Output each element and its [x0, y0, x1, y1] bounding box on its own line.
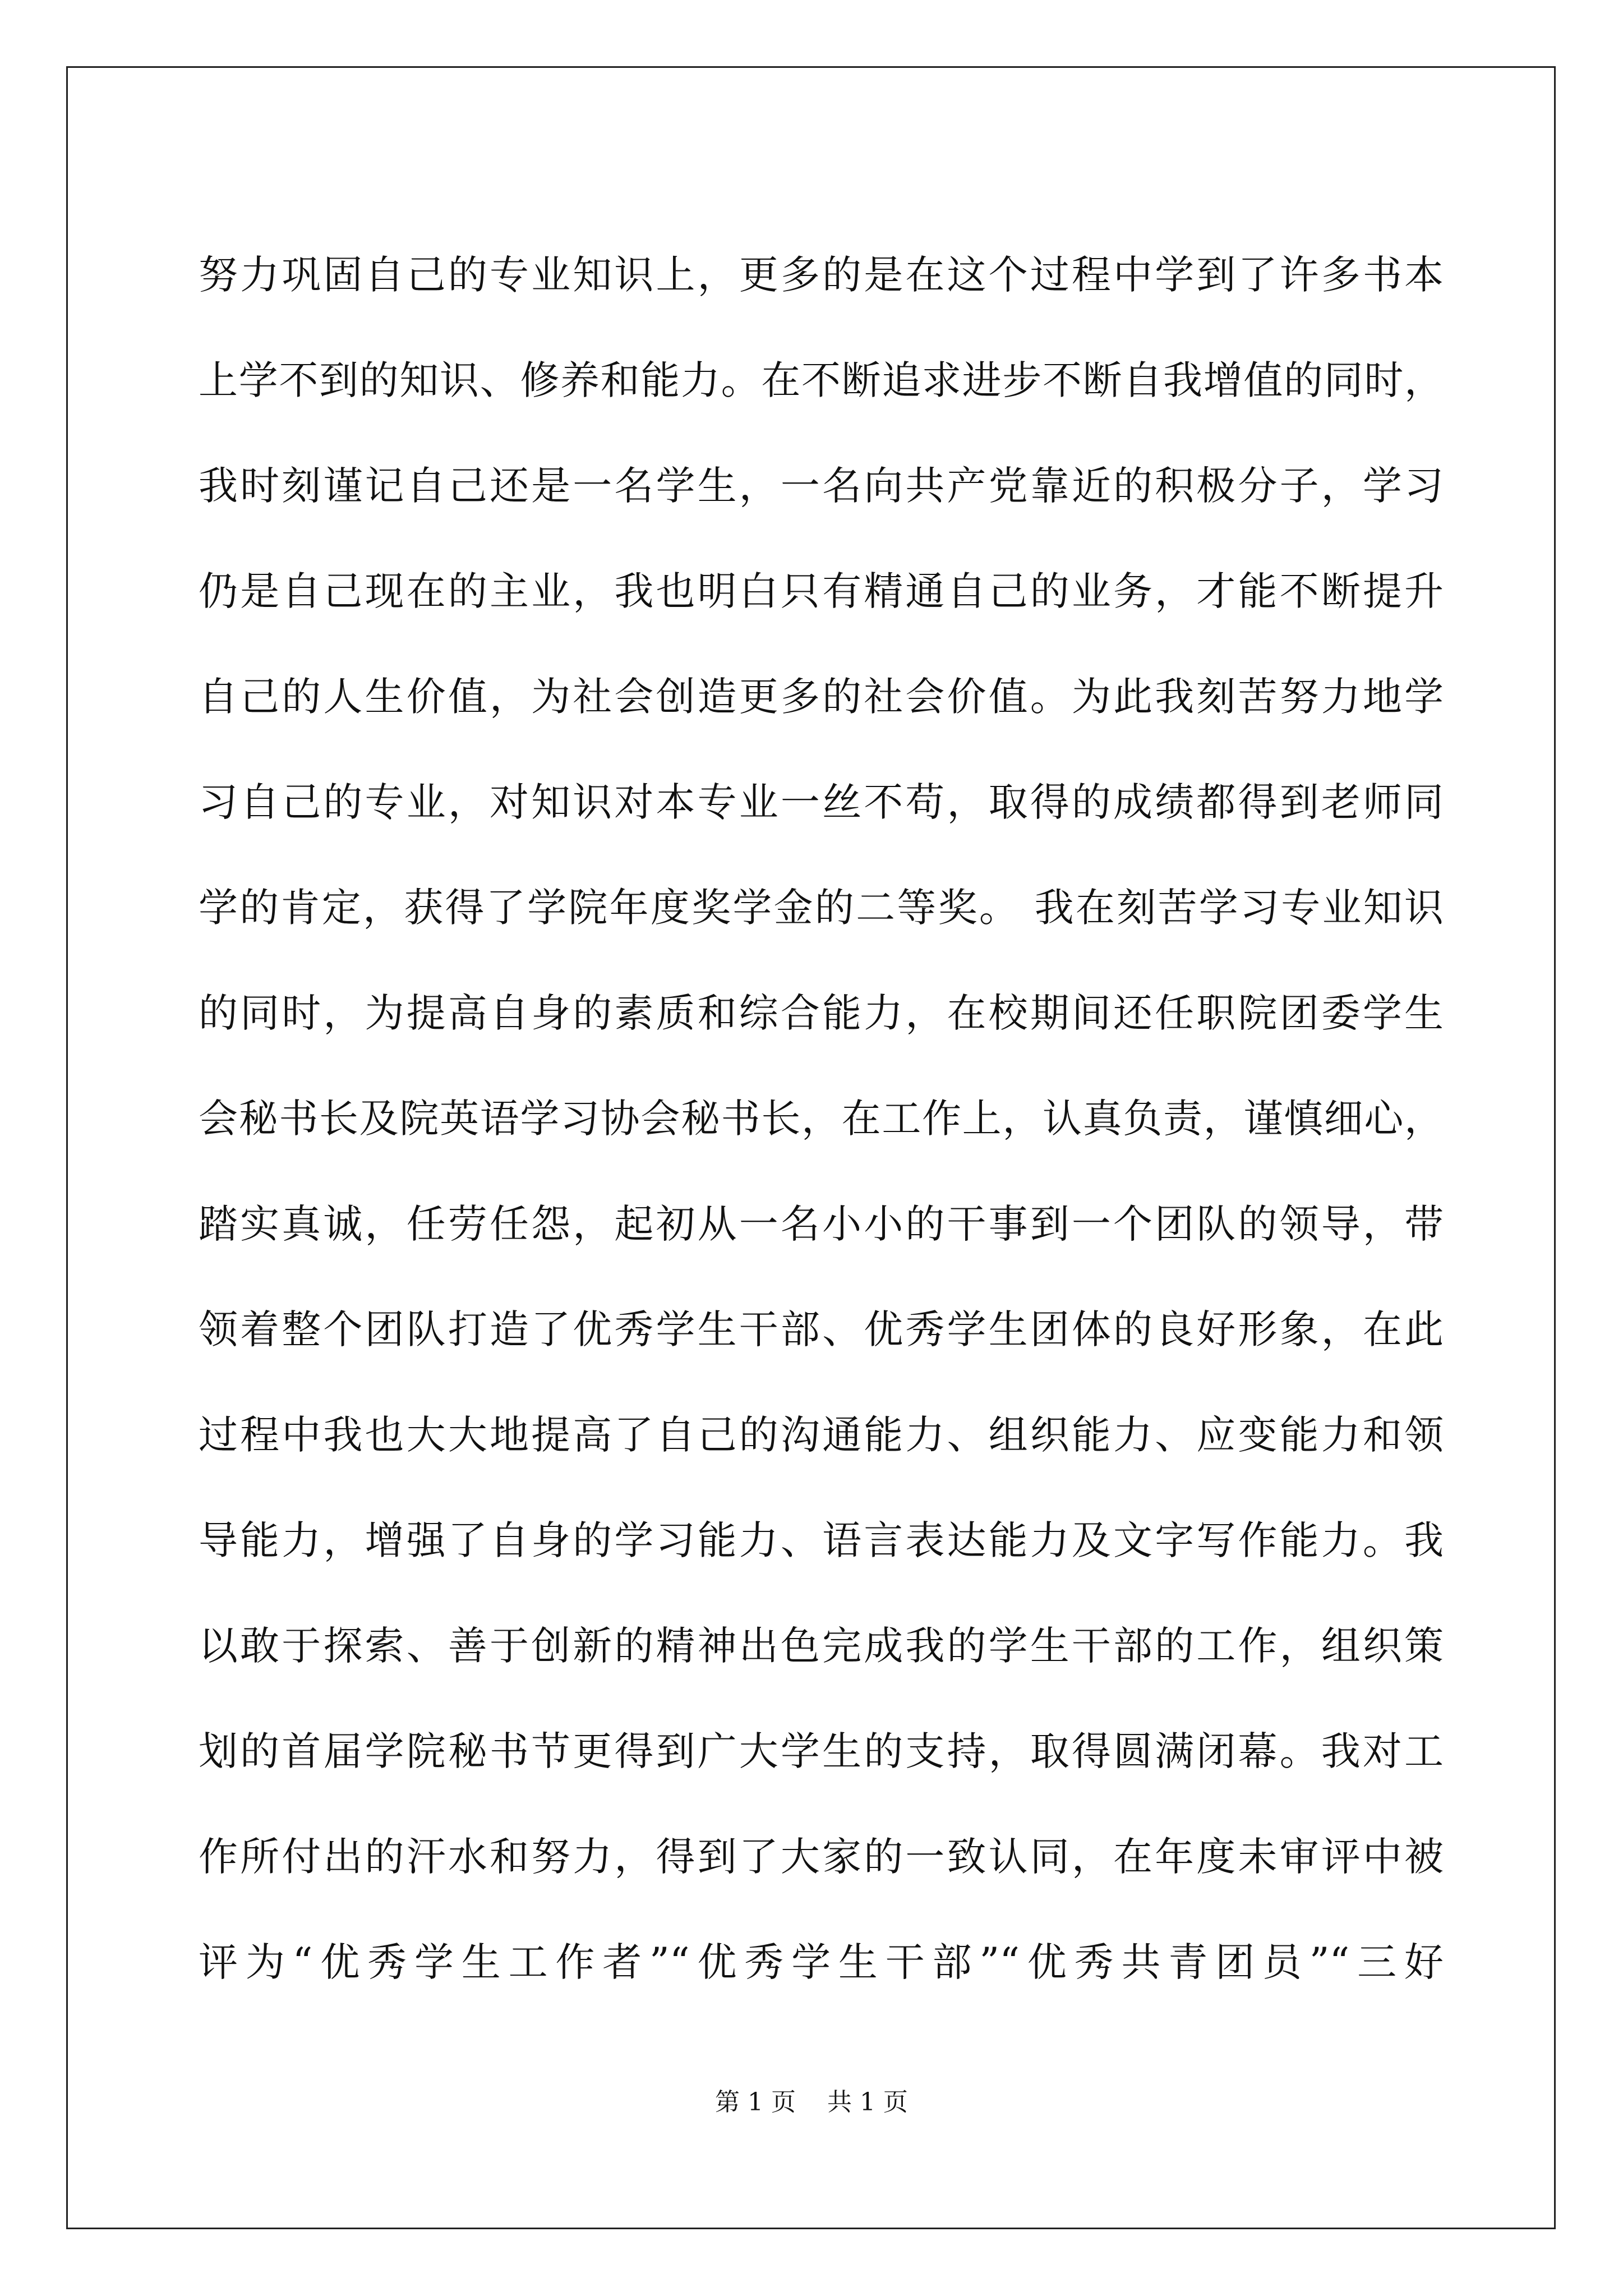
document-body [199, 222, 1444, 2015]
text-line: 会秘书长及院英语学习协会秘书长，在工作上，认真负责，谨慎细心， [199, 1096, 1444, 1142]
text-line: 导能力，增强了自身的学习能力、语言表达能力及文字写作能力。我 [199, 1517, 1444, 1563]
text-line: 努力巩固自己的专业知识上，更多的是在这个过程中学到了许多书本 [199, 252, 1444, 298]
text-line: 仍是自己现在的主业，我也明白只有精通自己的业务，才能不断提升 [199, 568, 1444, 614]
text-line: 自己的人生价值，为社会创造更多的社会价值。为此我刻苦努力地学 [199, 674, 1444, 720]
text-line: 作所付出的汗水和努力，得到了大家的一致认同，在年度未审评中被 [199, 1834, 1444, 1880]
text-line: 习自己的专业，对知识对本专业一丝不苟，取得的成绩都得到老师同 [199, 779, 1444, 825]
page-number-footer: 第 1 页 共 1 页 [715, 2088, 908, 2116]
text-line: 上学不到的知识、修养和能力。在不断追求进步不断自我增值的同时， [199, 357, 1444, 403]
text-line: 划的首届学院秘书节更得到广大学生的支持，取得圆满闭幕。我对工 [199, 1728, 1444, 1774]
text-line: 的同时，为提高自身的素质和综合能力，在校期间还任职院团委学生 [199, 990, 1444, 1036]
text-line: 评为“优秀学生工作者”“优秀学生干部”“优秀共青团员”“三好 [199, 1939, 1444, 1985]
text-line: 领着整个团队打造了优秀学生干部、优秀学生团体的良好形象，在此 [199, 1306, 1444, 1352]
text-line: 学的肯定，获得了学院年度奖学金的二等奖。 我在刻苦学习专业知识 [199, 885, 1444, 931]
text-line: 踏实真诚，任劳任怨，起初从一名小小的干事到一个团队的领导，带 [199, 1201, 1444, 1247]
text-line: 过程中我也大大地提高了自己的沟通能力、组织能力、应变能力和领 [199, 1412, 1444, 1458]
text-line: 以敢于探索、善于创新的精神出色完成我的学生干部的工作，组织策 [199, 1623, 1444, 1669]
text-line: 我时刻谨记自己还是一名学生，一名向共产党靠近的积极分子，学习 [199, 463, 1444, 509]
